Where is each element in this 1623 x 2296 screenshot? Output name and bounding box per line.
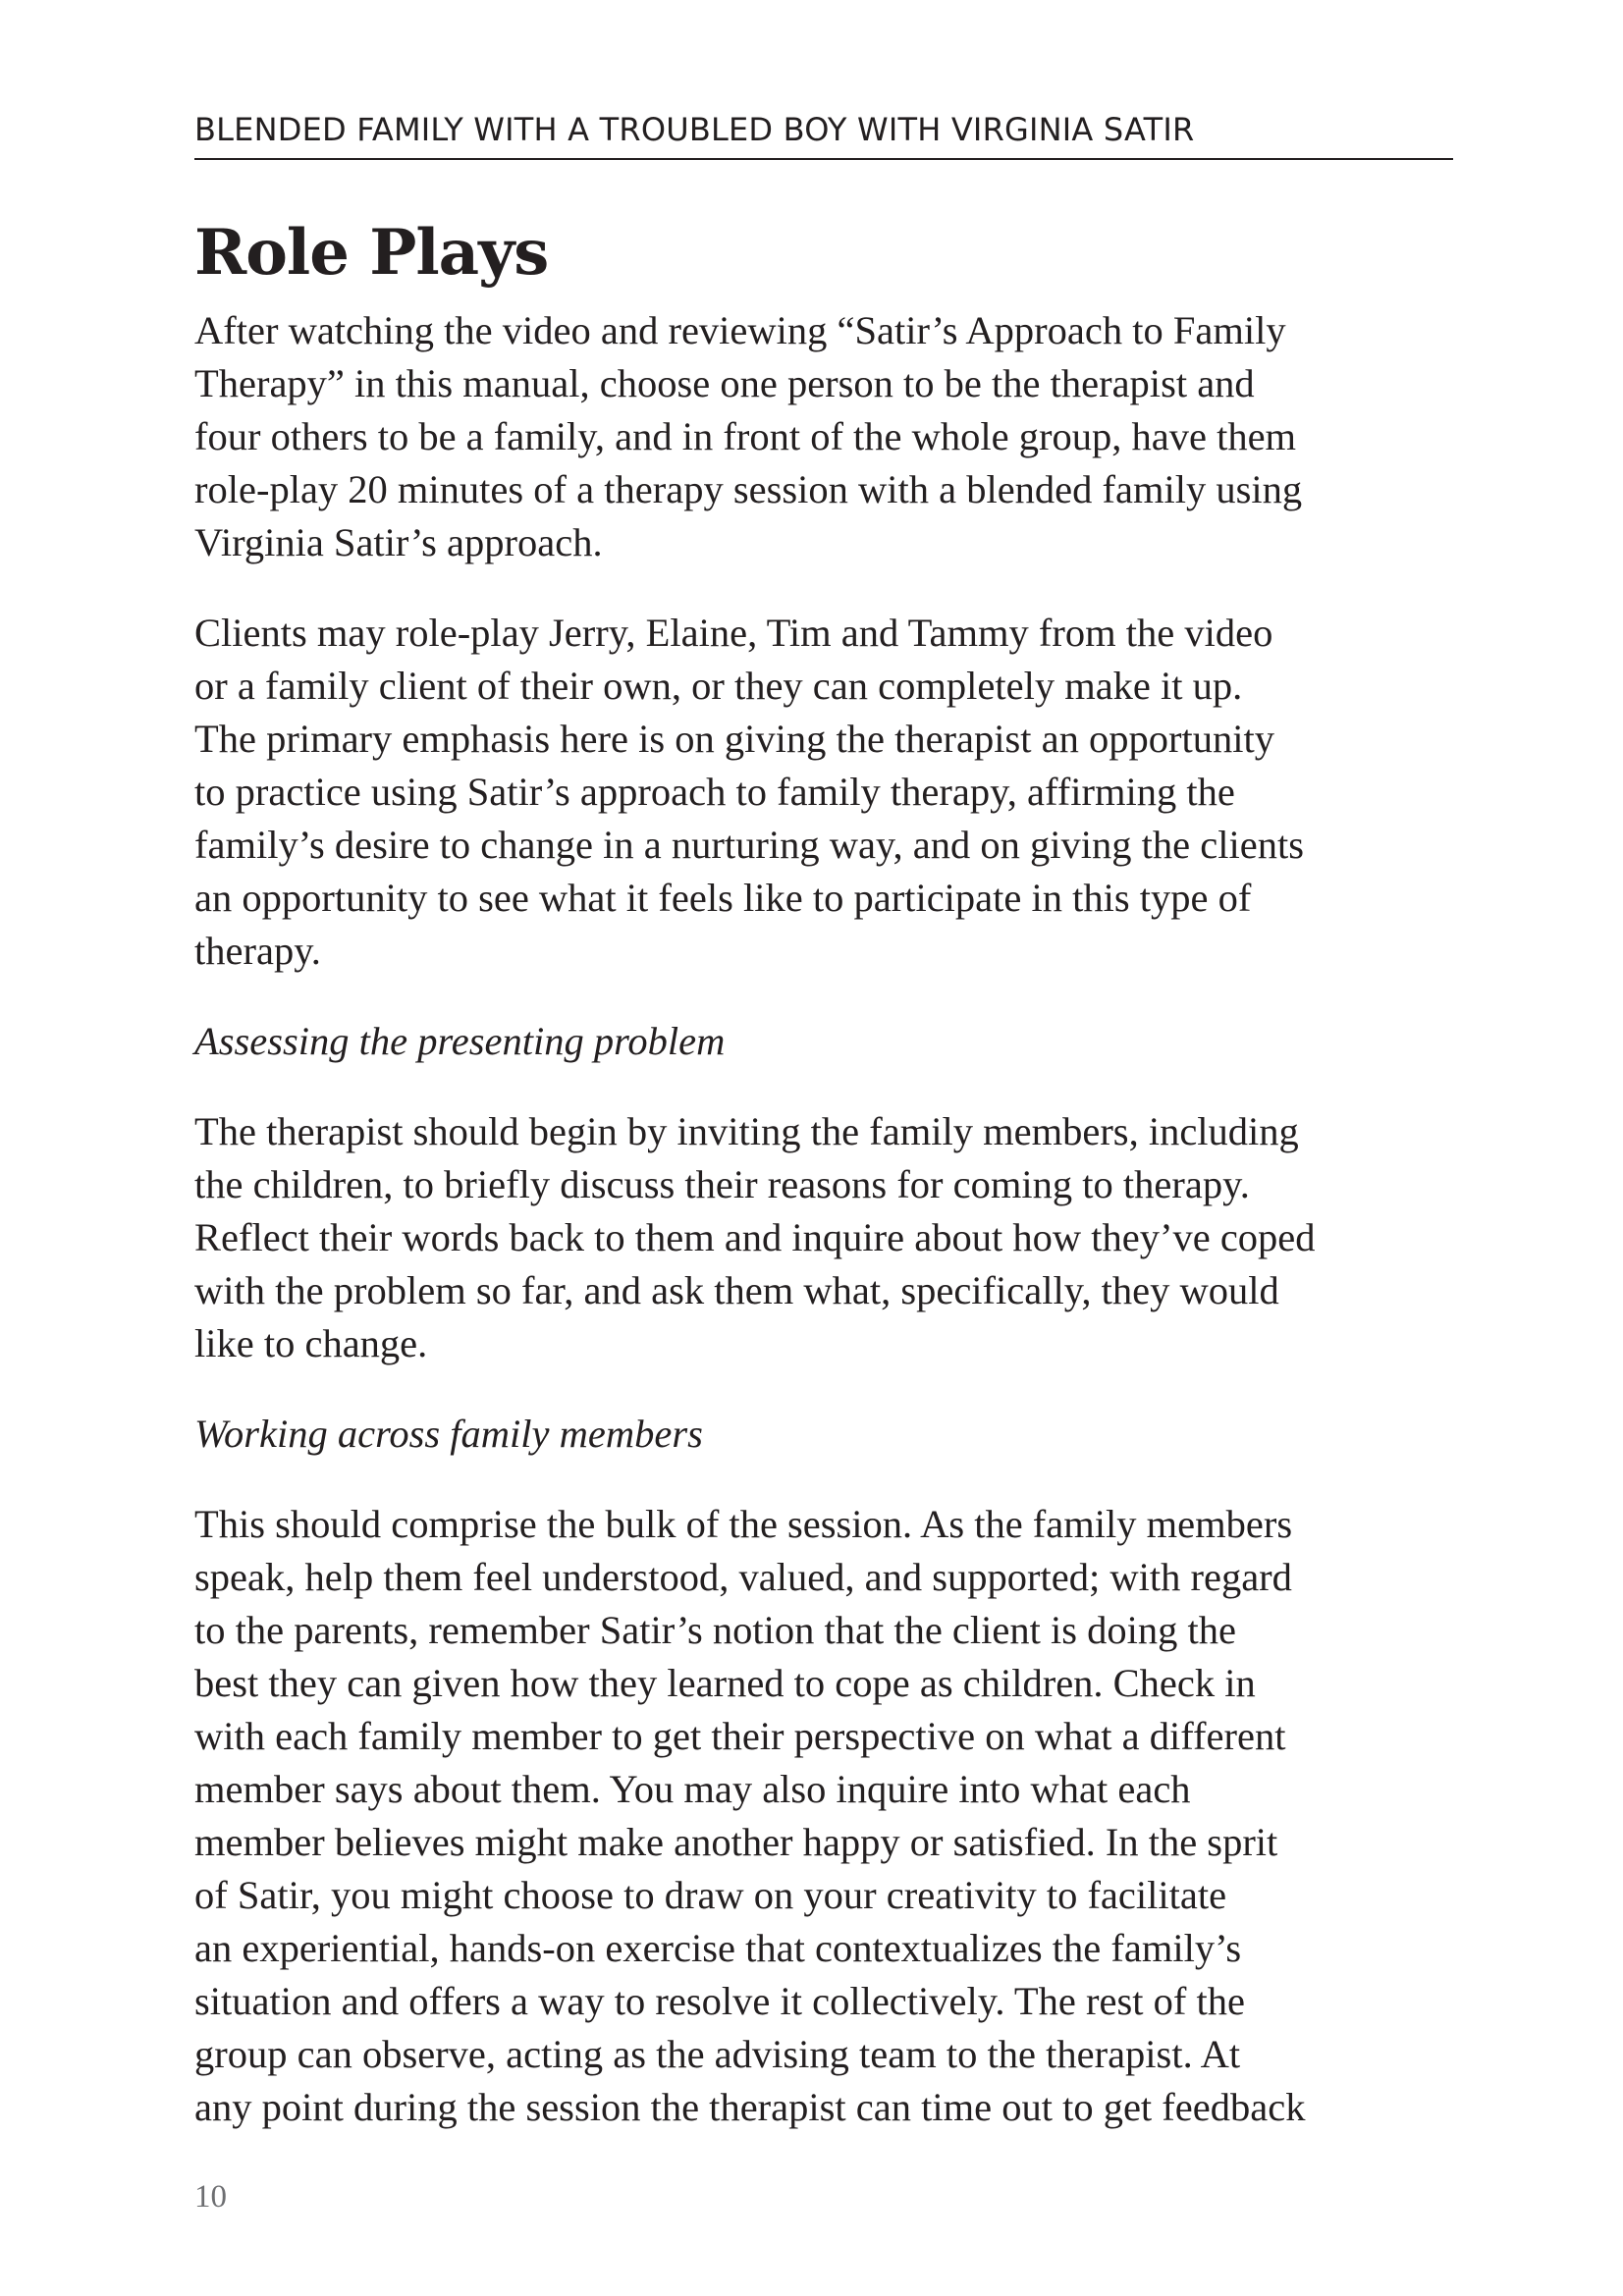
paragraph-line: an experiential, hands-on exercise that contextualizes the family’s: [194, 1926, 1242, 1970]
paragraph-line: role-play 20 minutes of a therapy session with a blended family using: [194, 467, 1303, 511]
paragraph-line: After watching the video and reviewing “Satir’s Approach to Family: [194, 308, 1286, 352]
paragraph-line: speak, help them feel understood, valued, and supported; with regard: [194, 1555, 1292, 1599]
paragraph-line: any point during the session the therapist can time out to get feedback: [194, 2085, 1306, 2129]
paragraph-line: member says about them. You may also inquire into what each: [194, 1767, 1191, 1811]
paragraph-line: member believes might make another happy or satisfied. In the sprit: [194, 1820, 1278, 1864]
paragraph-intro: [194, 304, 1453, 569]
paragraph-line: Reflect their words back to them and inquire about how they’ve coped: [194, 1215, 1316, 1259]
paragraph-line: Therapy” in this manual, choose one person to be the therapist and: [194, 361, 1255, 405]
paragraph-line: the children, to briefly discuss their reasons for coming to therapy.: [194, 1162, 1250, 1206]
paragraph-line: The primary emphasis here is on giving the therapist an opportunity: [194, 717, 1275, 761]
paragraph-line: an opportunity to see what it feels like to participate in this type of: [194, 876, 1252, 920]
subheading-working: Working across family members: [194, 1412, 703, 1456]
page-number: 10: [194, 2179, 227, 2215]
paragraph-working: [194, 1498, 1453, 2134]
header-divider: [194, 158, 1453, 160]
paragraph-line: four others to be a family, and in front of the whole group, have them: [194, 414, 1297, 458]
paragraph-line: situation and offers a way to resolve it collectively. The rest of the: [194, 1979, 1245, 2023]
section-title: Role Plays: [194, 216, 549, 290]
paragraph-line: of Satir, you might choose to draw on your creativity to facilitate: [194, 1873, 1227, 1917]
paragraph-line: therapy.: [194, 929, 321, 973]
paragraph-line: Clients may role-play Jerry, Elaine, Tim and Tammy from the video: [194, 611, 1273, 655]
paragraph-line: group can observe, acting as the advising team to the therapist. At: [194, 2032, 1241, 2076]
paragraph-line: with the problem so far, and ask them what, specifically, they would: [194, 1268, 1279, 1312]
paragraph-clients: [194, 607, 1453, 978]
paragraph-line: or a family client of their own, or they can completely make it up.: [194, 664, 1243, 708]
subheading-assessing: Assessing the presenting problem: [194, 1019, 726, 1063]
page-body: [194, 212, 1453, 2171]
paragraph-line: like to change.: [194, 1321, 428, 1365]
paragraph-line: This should comprise the bulk of the session. As the family members: [194, 1502, 1293, 1546]
paragraph-line: best they can given how they learned to cope as children. Check in: [194, 1661, 1256, 1705]
paragraph-line: Virginia Satir’s approach.: [194, 520, 603, 564]
running-header: BLENDED FAMILY WITH A TROUBLED BOY WITH VIRGINIA SATIR: [194, 111, 1195, 148]
paragraph-line: to the parents, remember Satir’s notion that the client is doing the: [194, 1608, 1237, 1652]
paragraph-line: with each family member to get their perspective on what a different: [194, 1714, 1286, 1758]
paragraph-line: to practice using Satir’s approach to family therapy, affirming the: [194, 770, 1235, 814]
paragraph-assessing: [194, 1105, 1453, 1370]
paragraph-line: The therapist should begin by inviting the family members, including: [194, 1109, 1299, 1153]
paragraph-line: family’s desire to change in a nurturing way, and on giving the clients: [194, 823, 1304, 867]
